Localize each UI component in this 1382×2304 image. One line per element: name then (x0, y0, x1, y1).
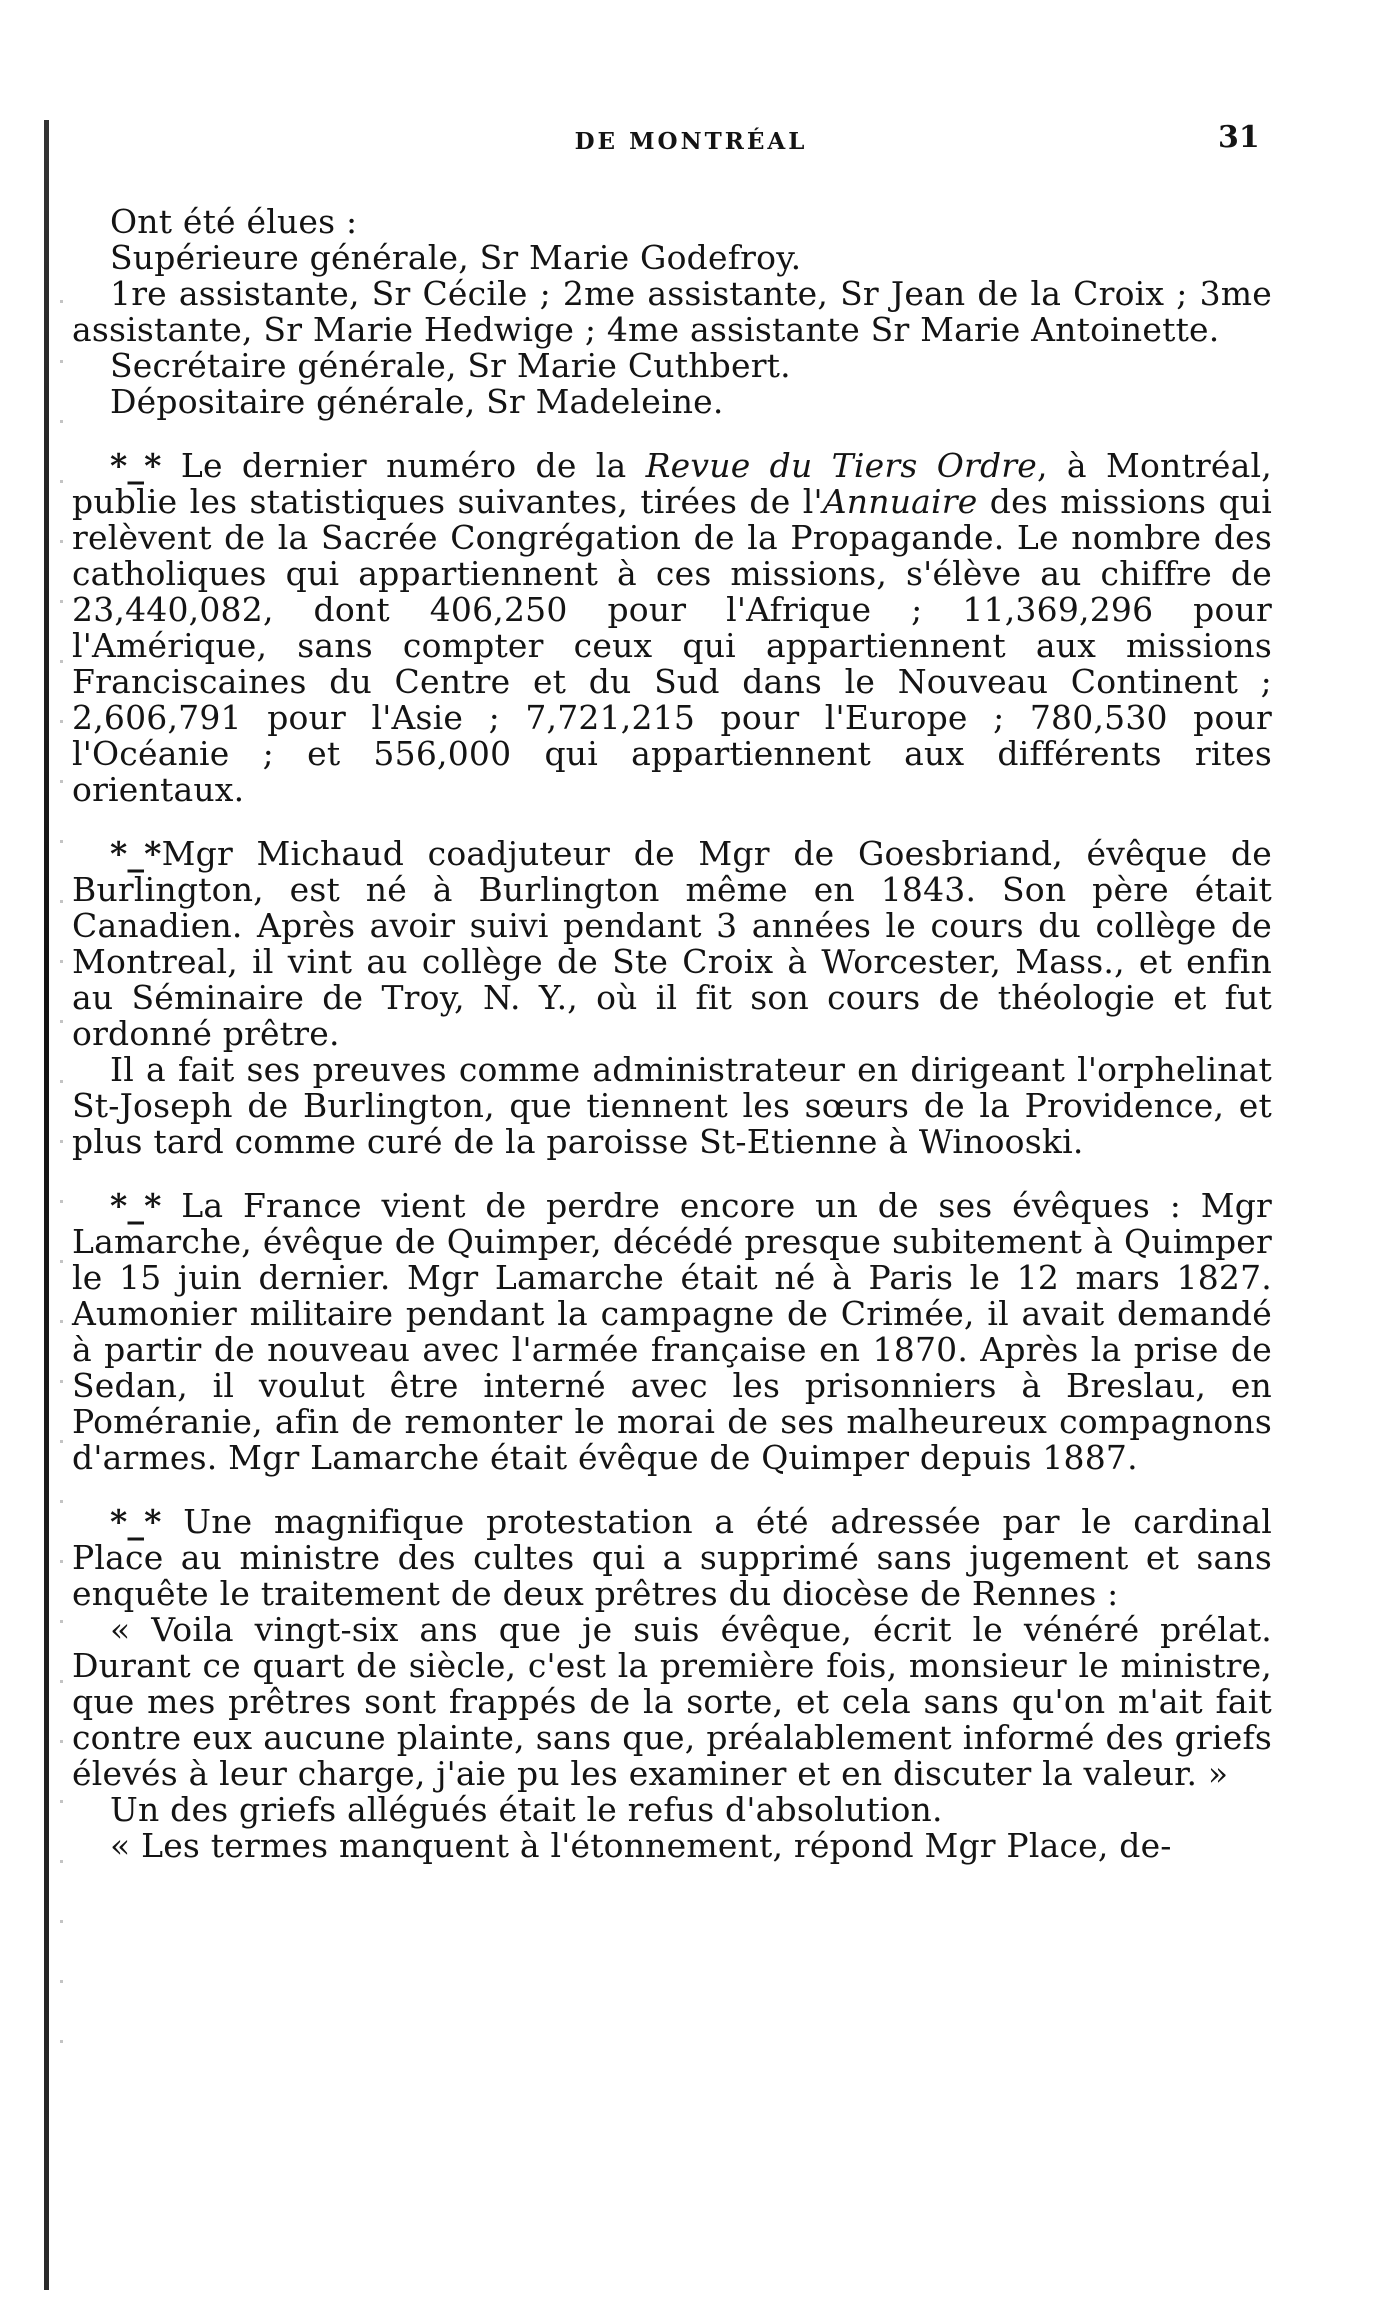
section-stars: *_* (110, 1186, 162, 1225)
paragraph: Dépositaire générale, Sr Madeleine. (110, 382, 724, 421)
paragraph: Secrétaire générale, Sr Marie Cuthbert. (110, 346, 791, 385)
paragraph: *_* Le dernier numéro de la Revue du Tiers Ordre, à Montréal, publie les statistiques suivantes, tirées de l'Annuaire des missions qui relèvent de la Sacrée Congrégation de la Propagande. Le nombre des catholiques qui appartiennent à ces missions, s'élève au chiffre de 23,440,082, dont 406,250 pour l'Afrique ; 11,369,296 pour l'Amérique, sans compter ceux qui appartiennent aux missions Franciscaines du Centre et du Sud dans le Nouveau Continent ; 2,606,791 pour l'Asie ; 7,721,215 pour l'Europe ; 780,530 pour l'Océanie ; et 556,000 qui appartiennent aux différents rites orientaux. (72, 446, 1273, 809)
page-number: 31 (1218, 120, 1260, 155)
section-stars: *_* (110, 1502, 162, 1541)
paragraph: Il a fait ses preuves comme administrateur en dirigeant l'orphelinat St-Joseph de Burlington, que tiennent les sœurs de la Providence, et plus tard comme curé de la paroisse St-Etienne à Winooski. (72, 1050, 1272, 1161)
paragraph: *_* La France vient de perdre encore un de ses évêques : Mgr Lamarche, évêque de Quimper, décédé presque subitement à Quimper le 15 juin dernier. Mgr Lamarche était né à Paris le 12 mars 1827. Aumonier militaire pendant la campagne de Crimée, il avait demandé à partir de nouveau avec l'armée française en 1870. Après la prise de Sedan, il voulut être interné avec les prisonniers à Breslau, en Poméranie, afin de remonter le morai de ses malheureux compagnons d'armes. Mgr Lamarche était évêque de Quimper depuis 1887. (72, 1186, 1272, 1477)
running-title: DE MONTRÉAL (574, 128, 808, 155)
paragraph: *_*Mgr Michaud coadjuteur de Mgr de Goesbriand, évêque de Burlington, est né à Burlington même en 1843. Son père était Canadien. Après avoir suivi pendant 3 années le cours du collège de Montreal, il vint au collège de Ste Croix à Worcester, Mass., et enfin au Séminaire de Troy, N. Y., où il fit son cours de théologie et fut ordonné prêtre. (72, 834, 1272, 1053)
paragraph: « Voila vingt-six ans que je suis évêque, écrit le vénéré prélat. Durant ce quart de siècle, c'est la première fois, monsieur le ministre, que mes prêtres sont frappés de la sorte, et cela sans qu'on m'ait fait contre eux aucune plainte, sans que, préalablement informé des griefs élevés à leur charge, j'aie pu les examiner et en discuter la valeur. » (72, 1610, 1272, 1793)
paragraph: Supérieure générale, Sr Marie Godefroy. (110, 238, 802, 277)
paragraph: Ont été élues : (110, 202, 358, 241)
page-binding-marks (60, 300, 63, 2100)
page-binding-edge (44, 120, 49, 2290)
paragraph: Un des griefs allégués était le refus d'absolution. (110, 1790, 943, 1829)
section-stars: *_* (110, 446, 162, 485)
section-stars: *_* (110, 834, 162, 873)
paragraph: *_* Une magnifique protestation a été adressée par le cardinal Place au ministre des cultes qui a supprimé sans jugement et sans enquête le traitement de deux prêtres du diocèse de Rennes : (72, 1502, 1272, 1613)
paragraph: 1re assistante, Sr Cécile ; 2me assistante, Sr Jean de la Croix ; 3me assistante, Sr Marie Hedwige ; 4me assistante Sr Marie Antoinette. (72, 274, 1272, 349)
paragraph: « Les termes manquent à l'étonnement, répond Mgr Place, de- (110, 1826, 1172, 1865)
body-text (72, 204, 1272, 1864)
